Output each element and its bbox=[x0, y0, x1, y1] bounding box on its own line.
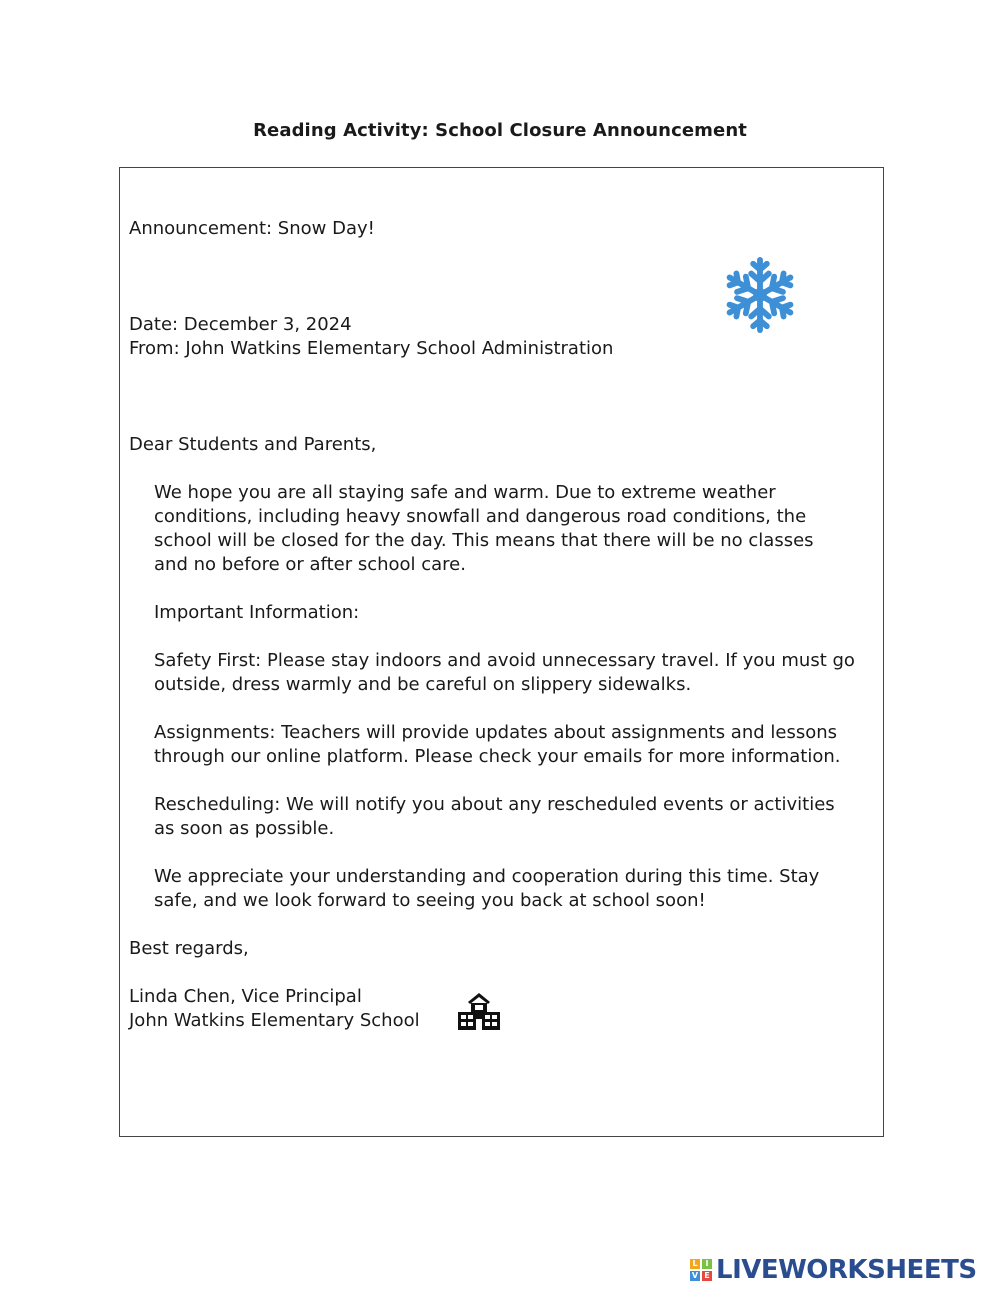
greeting: Dear Students and Parents, bbox=[129, 434, 377, 455]
closing-line: safe, and we look forward to seeing you back at school soon! bbox=[154, 890, 706, 911]
safety-paragraph bbox=[154, 649, 884, 697]
school-icon bbox=[456, 992, 502, 1032]
liveworksheets-brand bbox=[690, 1255, 977, 1285]
closing-line: We appreciate your understanding and cooperation during this time. Stay bbox=[154, 866, 820, 887]
closing-paragraph bbox=[154, 865, 884, 913]
intro-line: We hope you are all staying safe and warm. Due to extreme weather bbox=[154, 482, 776, 503]
intro-paragraph bbox=[154, 481, 884, 577]
intro-line: conditions, including heavy snowfall and dangerous road conditions, the bbox=[154, 506, 807, 527]
brand-name: LIVEWORKSHEETS bbox=[716, 1255, 977, 1285]
logo-letter: L bbox=[690, 1259, 700, 1269]
signer-name: Linda Chen, Vice Principal bbox=[129, 986, 362, 1007]
important-heading: Important Information: bbox=[154, 602, 360, 623]
assignments-line: Assignments: Teachers will provide updates about assignments and lessons bbox=[154, 722, 838, 743]
intro-line: and no before or after school care. bbox=[154, 554, 466, 575]
announcement-heading: Announcement: Snow Day! bbox=[129, 218, 375, 239]
snowflake-icon bbox=[721, 253, 799, 337]
rescheduling-line: Rescheduling: We will notify you about any rescheduled events or activities bbox=[154, 794, 835, 815]
logo-letter: I bbox=[702, 1259, 712, 1269]
logo-letter: V bbox=[691, 1271, 699, 1280]
safety-line: Safety First: Please stay indoors and avoid unnecessary travel. If you must go bbox=[154, 650, 855, 671]
assignments-paragraph bbox=[154, 721, 884, 769]
signoff: Best regards, bbox=[129, 938, 249, 959]
logo-letter: E bbox=[702, 1271, 712, 1281]
signer-school: John Watkins Elementary School bbox=[129, 1010, 420, 1031]
assignments-line: through our online platform. Please check your emails for more information. bbox=[154, 746, 841, 767]
from-line: From: John Watkins Elementary School Administration bbox=[129, 338, 614, 359]
liveworksheets-logo-icon bbox=[690, 1259, 712, 1281]
safety-line: outside, dress warmly and be careful on slippery sidewalks. bbox=[154, 674, 692, 695]
intro-line: school will be closed for the day. This means that there will be no classes bbox=[154, 530, 814, 551]
announcement-box bbox=[119, 167, 884, 1137]
date-line: Date: December 3, 2024 bbox=[129, 314, 352, 335]
page-title: Reading Activity: School Closure Announcement bbox=[253, 120, 747, 141]
rescheduling-paragraph bbox=[154, 793, 884, 841]
rescheduling-line: as soon as possible. bbox=[154, 818, 335, 839]
